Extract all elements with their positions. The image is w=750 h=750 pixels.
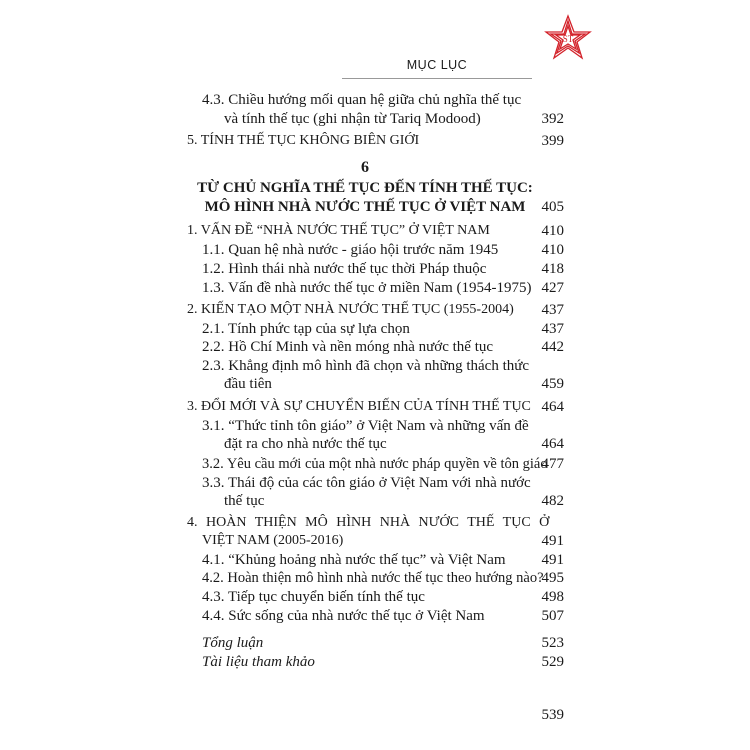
toc-entry-text: 1.3. Vấn đề nhà nước thế tục ở miền Nam (1954-1975)	[202, 280, 532, 296]
toc-entry-text: 3.1. “Thức tỉnh tôn giáo” ở Việt Nam và những vấn đề	[202, 418, 529, 434]
toc-entry-text: đặt ra cho nhà nước thế tục	[224, 436, 387, 452]
toc-page-number: 495	[541, 570, 564, 586]
chapter-title: MÔ HÌNH NHÀ NƯỚC THẾ TỤC Ở VIỆT NAM	[204, 199, 526, 215]
toc-page-number: 405	[541, 199, 564, 215]
toc-page-number: 464	[541, 436, 564, 452]
toc-entry-text: VIỆT NAM (2005-2016)	[202, 533, 344, 548]
toc-entry-text: và tính thế tục (ghi nhận từ Tariq Modood)	[224, 111, 481, 127]
chapter-number: 6	[361, 159, 369, 176]
toc-page-number: 491	[541, 533, 564, 549]
toc-entry-text: 3.2. Yêu cầu mới của một nhà nước pháp quyền về tôn giáo	[202, 456, 548, 472]
toc-entry-text: 1.2. Hình thái nhà nước thế tục thời Pháp thuộc	[202, 261, 487, 277]
toc-entry-text: 4.3. Tiếp tục chuyển biến tính thế tục	[202, 589, 425, 605]
toc-entry-text: 3. ĐỔI MỚI VÀ SỰ CHUYỂN BIẾN CỦA TÍNH THẾ TỤC	[187, 399, 531, 414]
toc-page-number: 437	[541, 321, 564, 337]
svg-text:ST: ST	[562, 34, 574, 44]
toc-entry-text: 1.1. Quan hệ nhà nước - giáo hội trước năm 1945	[202, 242, 499, 258]
toc-page-number: 427	[541, 280, 564, 296]
toc-page-number: 523	[541, 635, 564, 651]
red-star-emblem-icon	[544, 14, 592, 62]
toc-entry-text: 4.4. Sức sống của nhà nước thế tục ở Việt Nam	[202, 608, 485, 624]
toc-page-number: 410	[541, 223, 564, 239]
folio-page-number: 539	[541, 707, 564, 723]
toc-page-number: 410	[541, 242, 564, 258]
toc-entry-text: 4.1. “Khủng hoảng nhà nước thế tục” và Việt Nam	[202, 552, 506, 568]
toc-entry-text: đầu tiên	[224, 376, 272, 392]
toc-page-number: 459	[541, 376, 564, 392]
chapter-title: TỪ CHỦ NGHĨA THẾ TỤC ĐẾN TÍNH THẾ TỤC:	[197, 180, 533, 196]
toc-page-number: 498	[541, 589, 564, 605]
toc-entry-text: 4.3. Chiều hướng mối quan hệ giữa chủ nghĩa thế tục	[202, 92, 522, 108]
running-header: MỤC LỤC	[406, 58, 468, 72]
toc-entry-text: thế tục	[224, 493, 265, 509]
toc-page-number: 392	[541, 111, 564, 127]
toc-entry-text: 5. TÍNH THẾ TỤC KHÔNG BIÊN GIỚI	[187, 133, 420, 148]
toc-page-number: 477	[541, 456, 564, 472]
toc-entry-text: 4. HOÀN THIỆN MÔ HÌNH NHÀ NƯỚC THẾ TỤC Ở	[187, 515, 550, 530]
toc-page-number: 529	[541, 654, 564, 670]
toc-page-number: 399	[541, 133, 564, 149]
toc-entry-text: 3.3. Thái độ của các tôn giáo ở Việt Nam với nhà nước	[202, 475, 531, 491]
header-rule	[342, 78, 532, 79]
toc-entry-text: 1. VẤN ĐỀ “NHÀ NƯỚC THẾ TỤC” Ở VIỆT NAM	[187, 223, 490, 238]
toc-page-number: 507	[541, 608, 564, 624]
toc-entry-text: 4.2. Hoàn thiện mô hình nhà nước thế tục theo hướng nào?	[202, 570, 544, 586]
toc-page-number: 442	[541, 339, 564, 355]
toc-page-number: 482	[541, 493, 564, 509]
toc-entry-text: Tài liệu tham khảo	[202, 654, 315, 670]
toc-entry-text: 2.3. Khẳng định mô hình đã chọn và những thách thức	[202, 358, 530, 374]
toc-page-number: 437	[541, 302, 564, 318]
toc-entry-text: 2. KIẾN TẠO MỘT NHÀ NƯỚC THẾ TỤC (1955-2004)	[187, 302, 514, 317]
toc-page-number: 491	[541, 552, 564, 568]
toc-page-number: 464	[541, 399, 564, 415]
toc-page-number: 418	[541, 261, 564, 277]
toc-entry-text: 2.2. Hồ Chí Minh và nền móng nhà nước thế tục	[202, 339, 494, 355]
toc-entry-text: Tổng luận	[202, 635, 264, 651]
toc-entry-text: 2.1. Tính phức tạp của sự lựa chọn	[202, 321, 410, 337]
